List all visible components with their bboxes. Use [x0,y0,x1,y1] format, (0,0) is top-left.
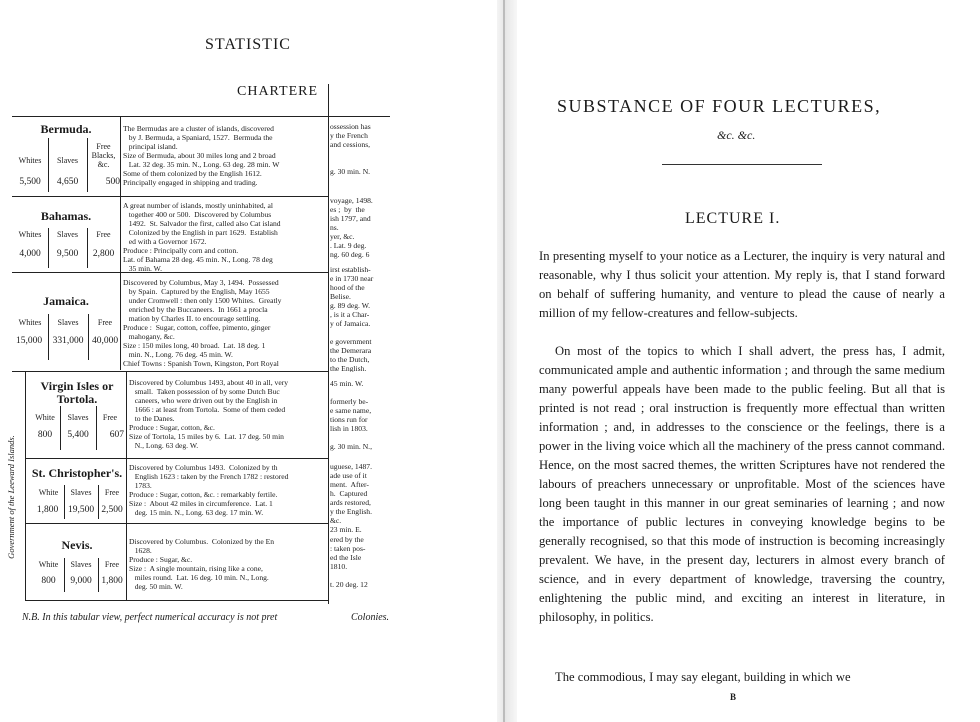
overflow-text: ered by the : taken pos- ed the Isle 1810. t. 20 deg. 12 [330,535,368,589]
colony-description: The Bermudas are a cluster of islands, discovered by J. Bermuda, a Spaniard, 1527. Bermuda the principal island. Size of Bermuda, about 30 miles long and 2 broad Lat. 32 deg. 35 min. N., Long. 63 deg. 28 min. W Some of them colonized by the English 1612. Principally engaged in shipping and trading. [123,124,280,187]
colony-name: Bahamas. [40,209,92,223]
group-bracket [25,372,26,600]
running-title: STATISTIC [205,36,291,53]
colony-description: Discovered by Columbus, May 3, 1494. Possessed by Spain. Captured by the English, May 1655 under Cromwell : then only 1500 Whites. Greatly enriched by the Buccaneers. In 1661 a procla mation by Charles II. to encourage settling. Produce : Sugar, cotton, coffee, pimento, ginger mahogany, &c. Size : 150 miles long, 40 broad. Lat. 18 deg. 1 min. N., Long. 76 deg. 45 min. W. Chief Towns : Spanish Town, Kingston, Port Royal [123,278,282,368]
colony-description: Discovered by Columbus 1493, about 40 in all, very small. Taken possession of by some Dutch Buc caneers, who were driven out by the English in 1666 : at least from Tortola. Some of them ceded to the Danes. Produce : Sugar, cotton, &c. Size of Tortola, 15 miles by 6. Lat. 17 deg. 50 min N., Long. 63 deg. W. [129,378,289,450]
column-divider [120,116,121,370]
overflow-text: uguese, 1487. ade use of it ment. After- h. Captured ards restored, y the English. &c. 23 min. E. [330,462,372,534]
column-divider [126,372,127,600]
colony-name: Nevis. [61,538,93,552]
footnote-right: Colonies. [351,612,390,623]
row-separator [12,196,328,197]
colony-values: 4,000 9,500 2,800 [19,249,115,259]
row-separator [25,458,328,459]
row-separator [12,371,328,372]
leeward-side-label: Government of the Leeward Islands. [6,435,16,559]
table-top-rule [12,116,390,117]
colony-values: 15,000 331,000 40,000 [15,336,119,346]
row-separator [25,600,328,601]
gutter-shadow [503,0,505,722]
colony-name: Jamaica. [43,294,89,308]
signature-mark: B [730,692,737,702]
right-page [517,0,980,722]
overflow-text: ossession has y the French and cessions, g. 30 min. N. [330,122,371,176]
lecture-heading: LECTURE I. [685,210,781,227]
colony-name: Virgin Isles or Tortola. [40,379,114,406]
colony-description: A great number of islands, mostly uninhabited, al together 400 or 500. Discovered by Columbus 1492. St. Salvador the first, called also Cat island Colonized by the English in part 1629. Establish ed with a Governor 1672. Produce : Principally corn and cotton. Lat. of Bahama 28 deg. 45 min. N., Long. 78 deg 35 min. W. [123,201,281,273]
colony-headers: Whites Slaves Free [18,318,113,327]
title-rule [662,164,822,165]
book-title: SUBSTANCE OF FOUR LECTURES, [557,96,882,116]
overflow-text: 45 min. W. formerly be- e same name, tions run for lish in 1803. g. 30 min. N., [330,379,372,451]
book-gutter [497,0,517,722]
colony-values: 5,500 4,650 500 [19,177,120,187]
overflow-text: voyage, 1498. es ; by the ish 1797, and ns. yer, &c. . Lat. 9 deg. ng. 60 deg. 6 [330,196,373,259]
section-title: CHARTERE [237,84,319,99]
colony-headers: Whites Slaves Free Blacks, &c. [18,142,116,169]
footnote: N.B. In this tabular view, perfect numerical accuracy is not pret [22,612,278,623]
colony-description: Discovered by Columbus 1493. Colonized by th English 1623 : taken by the French 1782 : restored 1783. Produce : Sugar, cotton, &c. : remarkably fertile. Size : About 42 miles in circumference. Lat. 1 deg. 15 min. N., Long. 63 deg. 17 min. W. [129,463,289,517]
paragraph-2: On most of the topics to which I shall advert, the press has, I admit, communicated ample and authentic information ; and through the same medium many powerful appeals have been made to the public feeling. But all that is printed is not read ; oral instruction is frequently more effectual than written information ; and, in addresses to the conscience or the feelings, there is a power in the living voice which all the machinery of the press cannot command. Hence, on the most sacred themes, the written Scriptures have not rendered the labours of preachers unnecessary or unprofitable. Most of the sciences have long been taught in this manner in our great seminaries of learning ; and now the importance of public lectures in conveying knowledge begins to be generally recognised, so that this mode of instruction is becoming increasingly prevalent. We have, in the present day, lecturers in almost every branch of science, and in every department of knowledge, traversing the country, enlightening the public mind, and exciting an interest in literature, in philosophy, in politics. [539,344,945,624]
paragraph-1: In presenting myself to your notice as a Lecturer, the inquiry is very natural and reasonable, why I thus solicit your attention. My reply is, that I stand forward on behalf of suffering humanity, and venture to plead the cause of nearly a million of my fellow-creatures and fellow-subjects. [539,249,945,320]
overflow-text: irst establish- e in 1730 near hood of the Belise. g. 89 deg. W. , is it a Char- y of Jamaica. e government the Demerara to the Dutch, the English. [330,265,374,372]
colony-values: 800 5,400 607 [37,430,124,440]
colony-name: St. Christopher's. [31,466,123,480]
colony-values: 1,800 19,500 2,500 [36,505,123,515]
colony-headers: Whites Slaves Free [18,230,111,239]
colony-description: Discovered by Columbus. Colonized by the En 1628. Produce : Sugar, &c. Size : A single mountain, rising like a cone, miles round. Lat. 16 deg. 10 min. N., Long. deg. 50 min. W. [129,537,275,591]
row-separator [25,523,328,524]
paragraph-3: The commodious, I may say elegant, building in which we [555,670,851,684]
colony-values: 800 9,000 1,800 [41,576,123,586]
colony-name: Bermuda. [40,122,92,136]
title-subtitle: &c. &c. [717,128,756,142]
colony-headers: White Slaves Free [38,560,120,569]
page-crop-edge [328,84,329,604]
colony-headers: White Slaves Free [38,488,120,497]
colony-headers: White Slaves Free [35,413,118,422]
